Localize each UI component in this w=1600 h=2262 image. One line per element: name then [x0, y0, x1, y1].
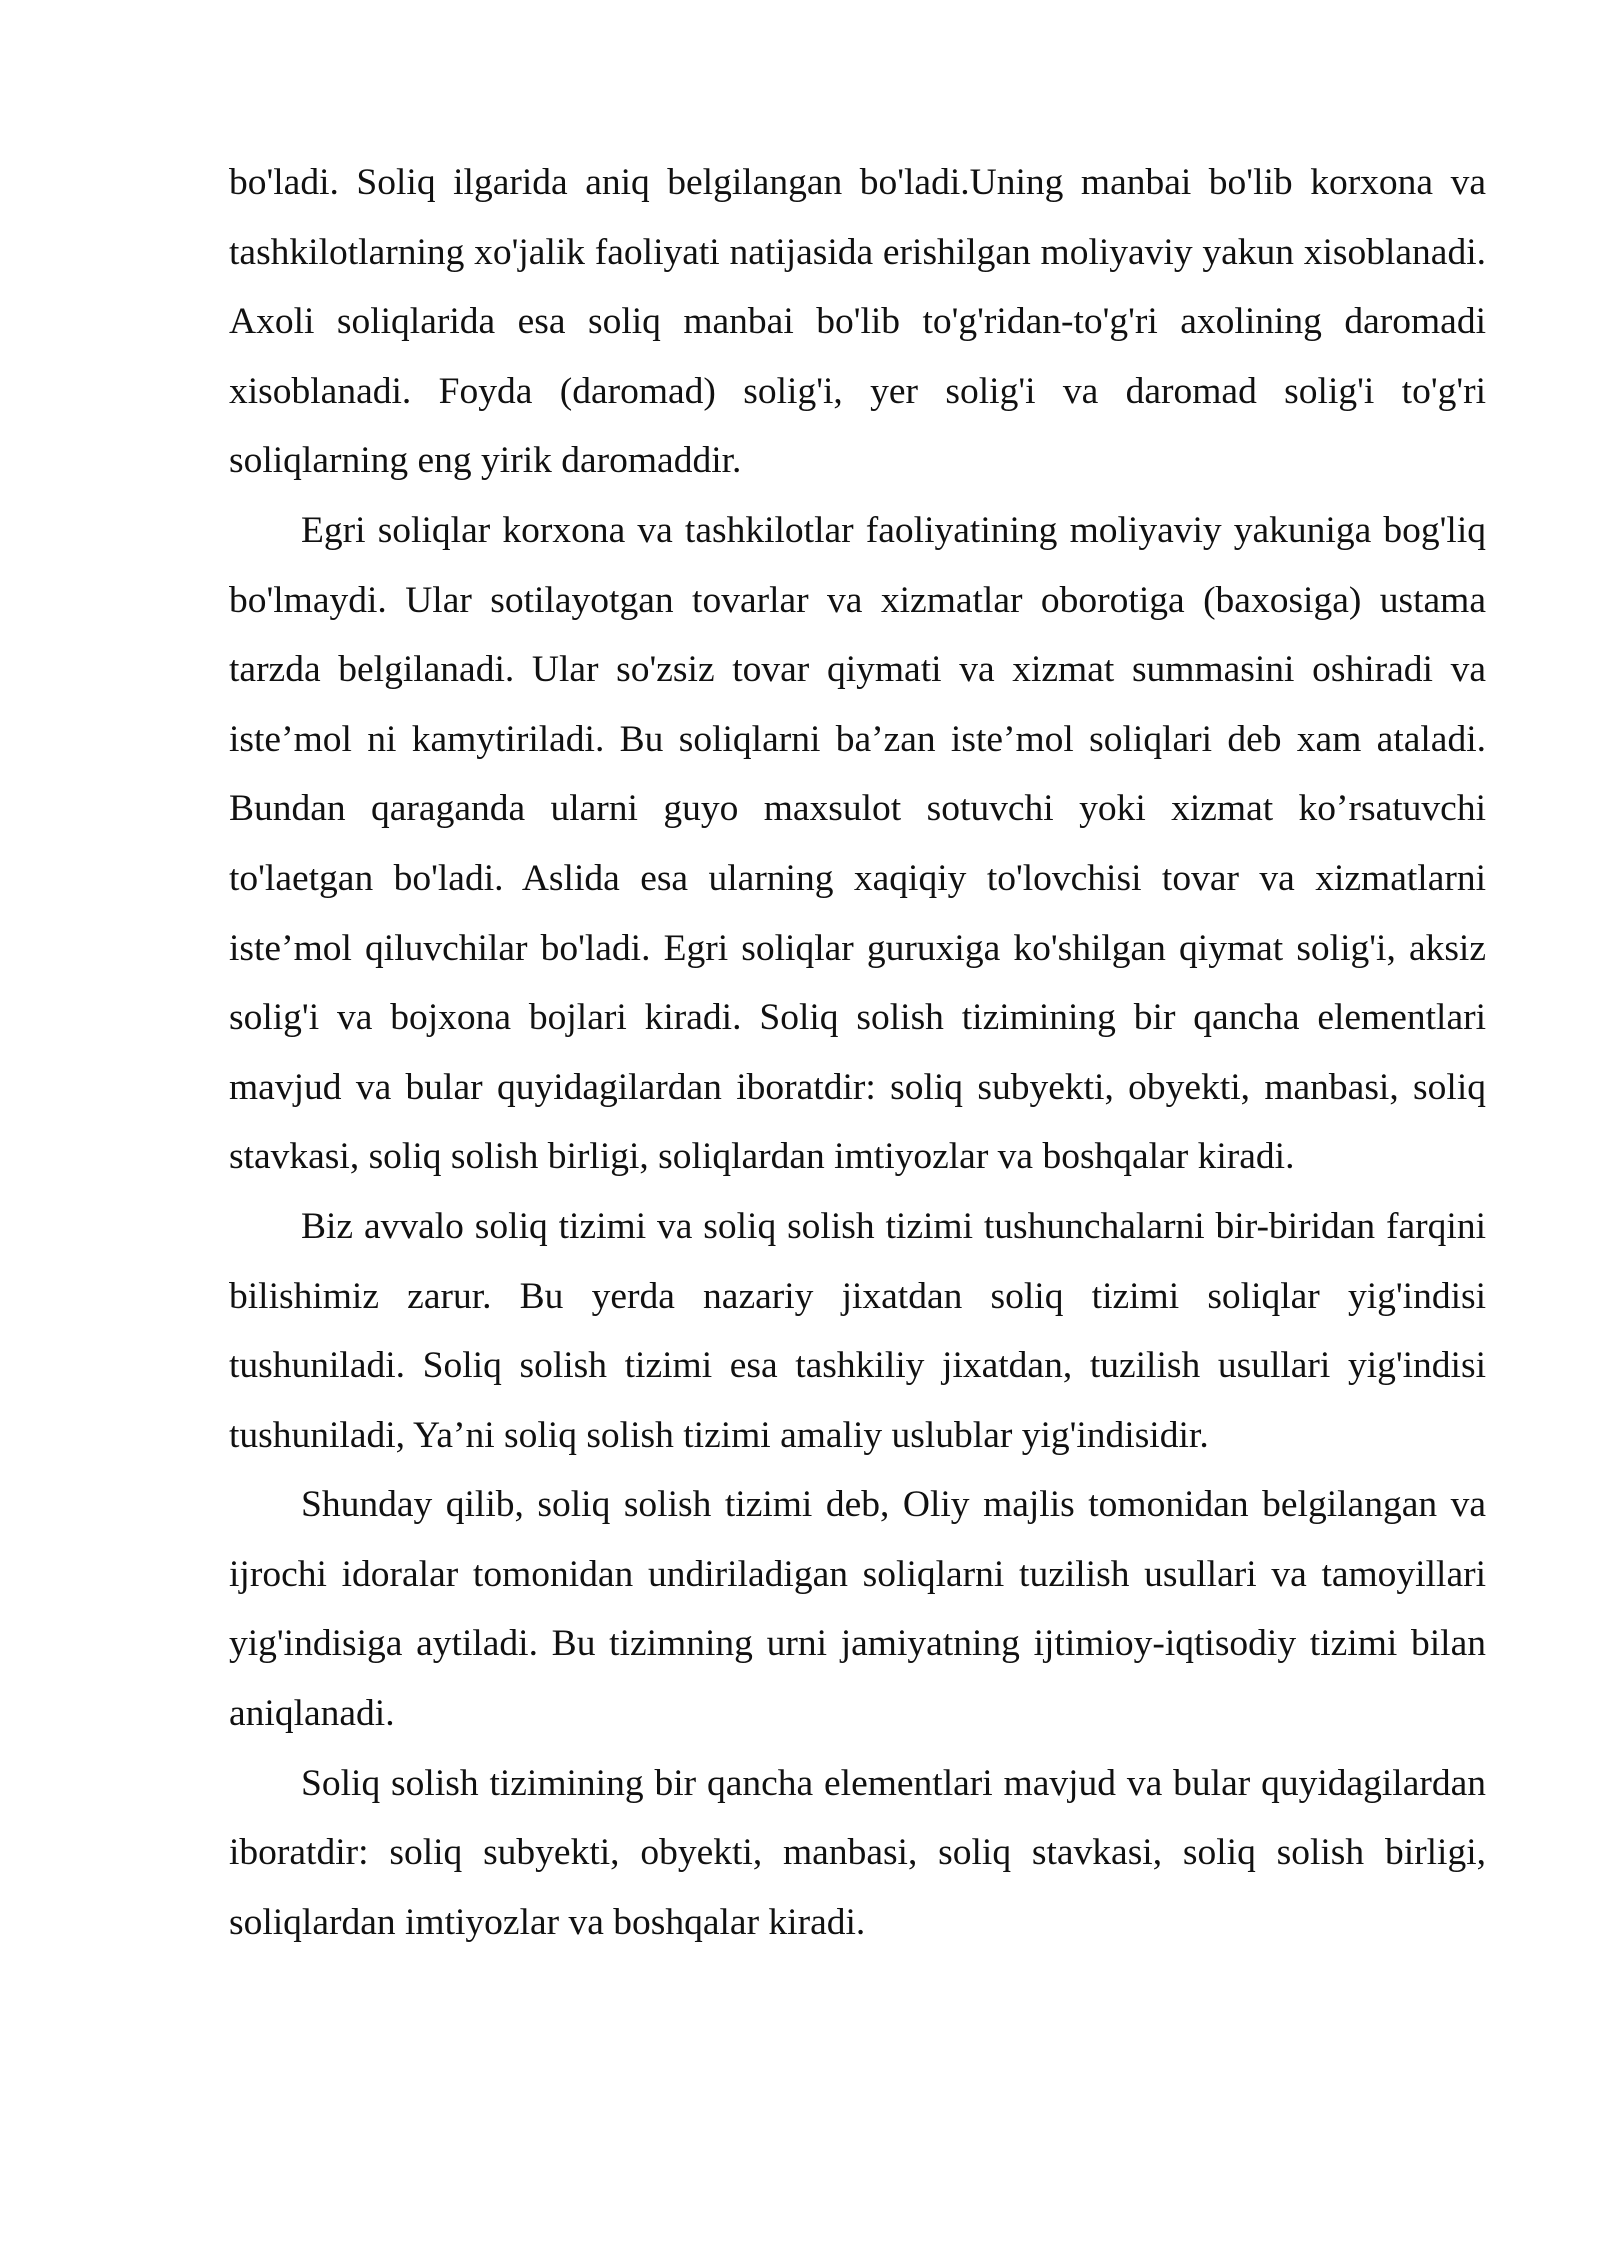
paragraph-continuation: bo'ladi. Soliq ilgarida aniq belgilangan bo'ladi.Uning manbai bo'lib korxona va tashkilotlarning xo'jalik faoliyati natijasida erishilgan moliyaviy yakun xisoblanadi. Axoli soliqlarida esa soliq manbai bo'lib to'g'ridan-to'g'ri axolining daromadi xisoblanadi. Foyda (daromad) solig'i, yer solig'i va daromad solig'i to'g'ri soliqlarning eng yirik daromaddir. [229, 162, 1486, 482]
paragraph-tax-system-distinction: Biz avvalo soliq tizimi va soliq solish tizimi tushunchalarni bir-biridan farqini bilishimiz zarur. Bu yerda nazariy jixatdan soliq tizimi soliqlar yig'indisi tushuniladi. Soliq solish tizimi esa tashkiliy jixatdan, tuzilish usullari yig'indisi tushuniladi, Ya’ni soliq solish tizimi amaliy uslublar yig'indisidir. [229, 1205, 1486, 1456]
paragraph-tax-system-elements: Soliq solish tizimining bir qancha elementlari mavjud va bular quyidagilardan iboratdir: soliq subyekti, obyekti, manbasi, soliq stavkasi, soliq solish birligi, soliqlardan imtiyozlar va boshqalar kiradi. [229, 1762, 1486, 1943]
document-body [229, 148, 1486, 1957]
paragraph-indirect-taxes: Egri soliqlar korxona va tashkilotlar faoliyatining moliyaviy yakuniga bog'liq bo'lmaydi. Ular sotilayotgan tovarlar va xizmatlar oborotiga (baxosiga) ustama tarzda belgilanadi. Ular so'zsiz tovar qiymati va xizmat summasini oshiradi va iste’mol ni kamytiriladi. Bu soliqlarni ba’zan iste’mol soliqlari deb xam ataladi. Bundan qaraganda ularni guyo maxsulot sotuvchi yoki xizmat ko’rsatuvchi to'laetgan bo'ladi. Aslida esa ularning xaqiqiy to'lovchisi tovar va xizmatlarni iste’mol qiluvchilar bo'ladi. Egri soliqlar guruxiga ko'shilgan qiymat solig'i, aksiz solig'i va bojxona bojlari kiradi. Soliq solish tizimining bir qancha elementlari mavjud va bular quyidagilardan iboratdir: soliq subyekti, obyekti, manbasi, soliq stavkasi, soliq solish birligi, soliqlardan imtiyozlar va boshqalar kiradi. [229, 509, 1486, 1178]
paragraph-tax-system-definition: Shunday qilib, soliq solish tizimi deb, Oliy majlis tomonidan belgilangan va ijrochi idoralar tomonidan undiriladigan soliqlarni tuzilish usullari va tamoyillari yig'indisiga aytiladi. Bu tizimning urni jamiyatning ijtimioy-iqtisodiy tizimi bilan aniqlanadi. [229, 1484, 1486, 1735]
